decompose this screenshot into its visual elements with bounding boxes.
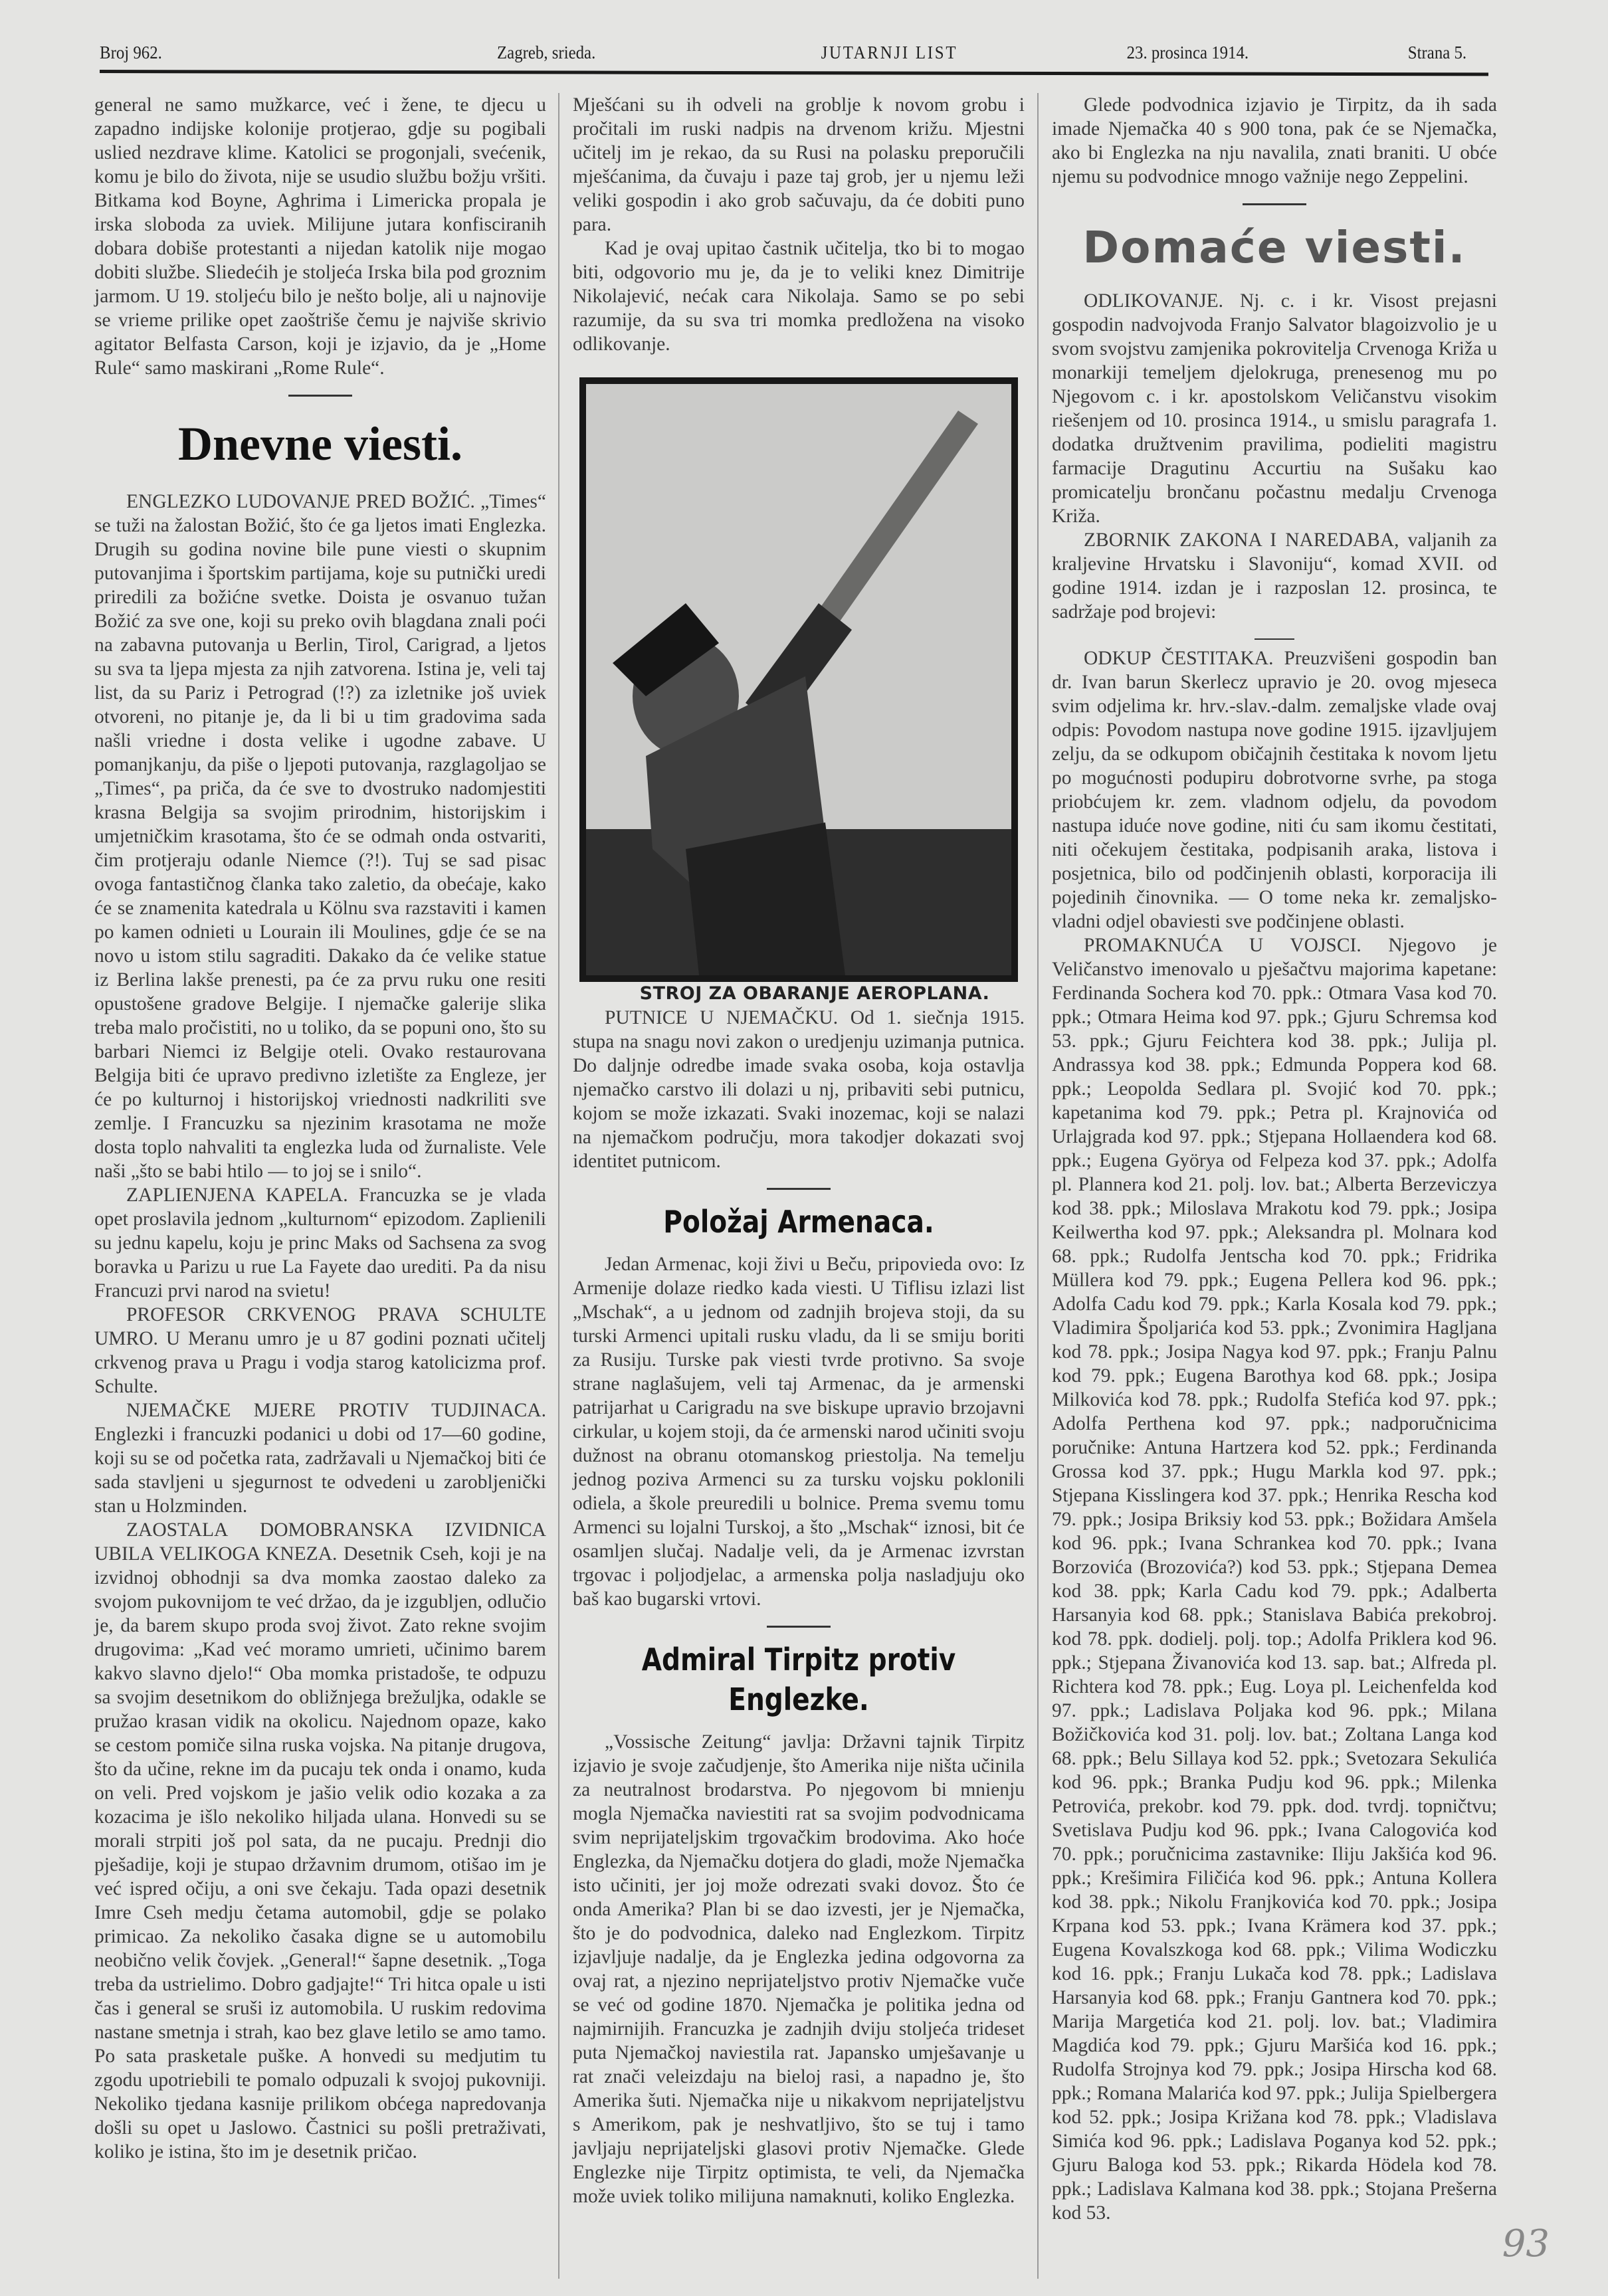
- separator: [1243, 203, 1306, 205]
- news-item-putnice: PUTNICE U NJEMAČKU. Od 1. siečnja 1915. stupa na snagu novi zakon o uredjenju uzimanja putnica. Do daljnje odredbe imade svaka osoba, koja ostavlja njemačko carstvo ili dolazi u nj, pribaviti sebi putnicu, kojom se može izkazati. Svaki inozemac, koji se nalazi na njemačkom području, mora takodjer dokazati svoj identitet putnicom.: [573, 1007, 1025, 1172]
- separator: [288, 395, 352, 397]
- masthead-rule: [100, 70, 1488, 76]
- news-item-promaknuca: PROMAKNUĆA U VOJSCI. Njegovo je Veličanstvo imenovalo u pješačtvu majorima kapetane: Ferdinanda Sochera kod 70. ppk.: Otmara Vasa kod 70. ppk.; Otmara Heima kod 97. ppk.; Gjuru Schremsa kod 53. ppk.; Gjuru Feichtera kod 38. ppk.; Julija pl. Andrassya kod 38. ppk.; Edmunda Poppera kod 68. ppk.; Leopolda Sedlara pl. Svojić kod 70. ppk.; kapetanima kod 79. ppk.; Petra pl. Krajnovića od Urlajgrada kod 97. ppk.; Stjepana Hollaendera kod 68. ppk.; Eugena Györya od Felpeza kod 37. ppk.; Adolfa pl. Plannera kod 21. polj. lov. bat.; Alberta Berzeviczya kod 38. ppk.; Miloslava Mrakotu kod 79. ppk.; Josipa Keilwertha kod 97. ppk.; Aleksandra pl. Molnara kod 68. ppk.; Rudolfa Jentscha kod 70. ppk.; Fridrika Müllera kod 79. ppk.; Eugena Pellera kod 96. ppk.; Adolfa Cadu kod 79. ppk.; Karla Kosala kod 79. ppk.; Vladimira Špoljarića kod 53. ppk.; Zvonimira Hagljana kod 78. ppk.; Josipa Nagya kod 97. ppk.; Franju Palnu kod 79. ppk.; Eugena Barothya kod 68. ppk.; Josipa Milkovića kod 78. ppk.; Rudolfa Stefića kod 97. ppk.; Adolfa Perthena kod 97. ppk.; nadporučnicima poručnike: Antuna Hartzera kod 52. ppk.; Ferdinanda Grossa kod 37. ppk.; Hugu Markla kod 97. ppk.; Stjepana Kisslingera kod 37. ppk.; Henrika Rescha kod 79. ppk.; Josipa Briksiy kod 53. ppk.; Božidara Amšela kod 96. ppk.; Ivana Schrankea kod 70. ppk.; Ivana Borzovića (Brozovića?) kod 53. ppk.; Stjepana Demea kod 38. ppk; Karla Cadu kod 79. ppk.; Adalberta Harsanyia kod 68. ppk.; Stanislava Babića prekobroj. kod 78. ppk. dodielj. polj. top.; Adolfa Priklera kod 96. ppk.; Stjepana Živanovića kod 13. sap. bat.; Alfreda pl. Richtera kod 78. ppk.; Eug. Loya pl. Leichenfelda kod 97. ppk.; Ladislava Poljaka kod 96. ppk.; Milana Božičkovića kod 31. polj. lov. bat.; Zoltana Langa kod 68. ppk.; Belu Sillaya kod 52. ppk.; Svetozara Sekulića kod 96. ppk.; Branka Pudju kod 96. ppk.; Milenka Petrovića, prekobr. kod 79. ppk. dod. tvrdj. topničtvu; Svetislava Pudju kod 96. ppk.; Ivana Calogovića kod 70. ppk.; poručnicima zastavnike: Iliju Jakšića kod 96. ppk.; Krešimira Filičića kod 96. ppk.; Antuna Kollera kod 38. ppk.; Nikolu Franjkovića kod 70. ppk.; Josipa Krpana kod 53. ppk.; Ivana Krämera kod 37. ppk.; Eugena Kovalszkoga kod 68. ppk.; Vilima Wodiczku kod 16. ppk.; Franju Lukača kod 78. ppk.; Ladislava Harsanyia kod 68. ppk.; Franju Gantnera kod 70. ppk.; Marija Margetića kod 21. polj. lov. bat.; Vladimira Magdića kod 79. ppk.; Gjuru Maršića kod 16. ppk.; Rudolfa Strojnya kod 79. ppk.; Josipa Hirscha kod 68. ppk.; Romana Malarića kod 97. ppk.; Julija Spielbergera kod 52. ppk.; Josipa Križana kod 78. ppk.; Vladislava Simića kod 96. ppk.; Ladislava Poganya kod 52. ppk.; Gjuru Baloga kod 53. ppk.; Rikarda Hödela kod 78. ppk.; Ladislava Kalmana kod 38. ppk.; Stojana Prešerna kod 53.: [1052, 935, 1497, 2224]
- column-3: [1052, 93, 1497, 2225]
- article-tirpitz: „Vossische Zeitung“ javlja: Državni tajnik Tirpitz izjavio je svoje začudjenje, što Amerika nije ništa učinila za neutralnost brodarstva. Po njegovom bi mnienju mogla Njemačka naviestiti rat sa svojim podvodnicama svim neprijateljskim trgovačkim brodovima. Ako hoće Englezka, da Njemačku dotjera do gladi, može Njemačka isto učiniti, jer joj može odrezati svaki dovoz. Što će onda Amerika? Plan bi se dao izvesti, jer je Njemačka, što je do podvodnica, daleko nad Englezkom. Tirpitz izjavljuje nadalje, da je Englezka jedina odgovorna za ovaj rat, a njezino neprijateljstvo protiv Njemačke vuče se već od godine 1870. Njemačka je politika jedna od najmirnijih. Francuzka je zadnjih dviju stoljeća trideset puta Njemačkoj naviestila rat. Japansko umješavanje u rat znači veleizdaju na bieloj rasi, a napadno je, što Amerika šuti. Njemačka nije u nikakvom neprijateljstvu s Amerikom, pak je neshvatljivo, što se tuj i tamo javljaju neprijateljski glasovi protiv Njemačke. Glede Englezke nije Tirpitz optimista, te veli, da Njemačka može uviek toliko milijuna namaknuti, koliko Englezka.: [573, 1731, 1025, 2207]
- soldier-with-gun-illustration: [586, 384, 1011, 975]
- article-continuation: general ne samo mužkarce, već i žene, te djecu u zapadno indijske kolonije protjerao, gdje su pogibali uslied nezdrave klime. Katolici se progonjali, svećenik, komu je bilo do života, nije se usudio službu božju vršiti. Bitkama kod Boyne, Aghrima i Limericka propala je irska sloboda za uviek. Milijune jutara konfisciranih dobara dobiše protestanti a nijedan katolik nije mogao dobiti službe. Sliedećih je stoljeća Irska bila pod groznim jarmom. U 19. stoljeću bilo je nešto bolje, ali u najnovije se vrieme prilike opet zaoštriše čemu je najviše skrivio agitator Belfasta Carson, koji je izjavio, da je „Home Rule“ samo maskirani „Rome Rule“.: [94, 94, 546, 379]
- column-rule-1: [558, 93, 559, 2279]
- separator: [1255, 638, 1294, 640]
- newspaper-title: JUTARNJI LIST: [821, 43, 958, 62]
- masthead: [100, 40, 1467, 66]
- news-item: ZAOSTALA DOMOBRANSKA IZVIDNICA UBILA VELIKOGA KNEZA. Desetnik Cseh, koji je na izvidnoj obhodnji sa dva momka zaostao daleko za svojom pukovnijom te već držao, da je izgubljen, odlučio je, da barem skupo proda svoj život. Zato rekne svojim drugovima: „Kad već moramo umrieti, učinimo barem kakvo slavno djelo!“ Oba momka pristadoše, te odpuzu sa svojim desetnikom do obližnjega brežuljka, odakle se pružao krasan vidik na okolicu. Najednom opaze, kako se cestom pomiče silna ruska vojska. Na pitanje drugova, što da učine, rekne im da pucaju tek onda i onamo, kuda on veli. Pred vojskom je jašio velik odio kozaka a za kozacima je išlo nekoliko hiljada ulana. Honvedi su se morali strpiti još pol sata, da ne pucaju. Prednji dio pješadije, koji je stupao državnim drumom, otišao im je već ispred očiju, a oni sve čekaju. Tada opazi desetnik Imre Cseh medju četama automobil, gdje se polako primicao. Za nekoliko časaka digne se u automobilu neobično velik čovjek. „General!“ šapne desetnik. „Toga treba da ustrielimo. Dobro gadjajte!“ Tri hitca opale u isti čas i general se sruši iz automobila. U ruskim redovima nastane smetnja i strah, kao bez glave letilo se amo tamo. Po sata prasketale puške. A honvedi su medjutim tu zgodu upotriebili te pomalo odpuzali k svojoj pukovniji. Nekoliko tjedana kasnije prilikom obćega napredovanja došli su opet u Jaslowo. Častnici su pošli pretraživati, koliko je istina, što im je desetnik pričao.: [94, 1519, 546, 2162]
- place-day: Zagreb, srieda.: [497, 43, 596, 62]
- news-item: PROFESOR CRKVENOG PRAVA SCHULTE UMRO. U Meranu umro je u 87 godini poznati učitelj crkvenog prava u Pragu i vodja starog katolicizma prof. Schulte.: [94, 1304, 546, 1397]
- photo-anti-aircraft-gun: [579, 377, 1018, 982]
- section-title-tirpitz: Admiral Tirpitz protiv Englezke.: [641, 1642, 956, 1717]
- issue-date: 23. prosinca 1914.: [1126, 43, 1249, 62]
- section-title-armenci: Položaj Armenaca.: [663, 1204, 934, 1240]
- column-1: [94, 93, 546, 2164]
- section-title-domace-viesti: Domaće viesti.: [1082, 222, 1466, 273]
- article-continuation: Mješćani su ih odveli na groblje k novom grobu i pročitali im ruski nadpis na drvenom križu. Mjestni učitelj im je rekao, da su Rusi na polasku preporučili mješćanima, da čuvaju i paze taj grob, jer u njemu leži veliki gospodin i ako grob sačuvaju, da će dobiti puno para.: [573, 94, 1025, 235]
- column-2: [573, 93, 1025, 2208]
- issue-number: Broj 962.: [100, 43, 162, 62]
- news-item-odkup: ODKUP ČESTITAKA. Preuzvišeni gospodin ban dr. Ivan barun Skerlecz upravio je 20. ovog mjeseca svim odjelima kr. hrv.-slav.-dalm. zemaljske vlade ovaj odpis: Povodom nastupa nove godine 1915. ijzavljujem zelju, da se odkupom običajnih čestitaka k novom ljetu po mogućnosti podupiru dobrotvorne svrhe, pa stoga priobćujem kr. zem. vladnom odjelu, da povodom nastupa iduće nove godine, niti ću sam ikomu čestitati, niti očekujem čestitaka, podpisanih araka, listova i posjetnica, bilo od podčinjenih oblasti, korporacija ili pojedinih činovnika. — O tome neka kr. zemaljsko-vladni odjel obaviesti sve podčinjene oblasti.: [1052, 648, 1497, 932]
- photo-caption: STROJ ZA OBARANJE AEROPLANA.: [639, 983, 990, 1004]
- article-continuation-paragraph: Kad je ovaj upitao častnik učitelja, tko bi to mogao biti, odgovorio mu je, da je to veliki knez Dimitrije Nikolajević, nećak cara Nikolaja. Samo se po sebi razumije, da su sva tri momka predložena na visoko odlikovanje.: [573, 238, 1025, 355]
- handwritten-folio-mark: 93: [1502, 2222, 1550, 2265]
- news-item: ENGLEZKO LUDOVANJE PRED BOŽIĆ. „Times“ se tuži na žalostan Božić, što će ga ljetos imati Englezka. Drugih su godina novine bile pune viesti o skupnim putovanjima i športskim partijama, koje su putnički uredi priredili za božićne svetke. Doista je osvanuo tužan Božić za sve one, koji su preko ovih blagdana znali poći na zabavna putovanja u Berlin, Tirol, Carigrad, a ljetos su sva ta ljepa mjesta za njih zatvorena. Istina je, veli taj list, da su Pariz i Petrograd (!?) za izletnike još uviek otvoreni, no pitanje je, da li bi u tim gradovima sada našli vriedne i dosta velike i ugodne zabave. U pomanjkanju, da piše o ljepoti putovanja, razglagoljao se „Times“, pa priča, da će sve to dvostruko nadomjestiti krasna Belgija sa svojim prirodnim, historijskim i umjetničkim krasotama, što će se odmah onda ostvariti, čim protjeraju odanle Niemce (?!). Tuj se sad pisac ovoga fantastičnog članka tako zaletio, da obećaje, kako će se znamenita katedrala u Kölnu sva razstaviti i kamen po kamen odnieti u Lourain ili Moulines, gdje će se na novo u istom stilu sagraditi. Dakako da će velike statue iz Berlina lakše prenesti, pa će za prvu ruku one resiti opustošene gradove Belgije. I njemačke galerije slika treba malo pročistiti, no u toliko, da se popuni ono, što su barbari Niemci iz Belgije oteli. Ovako restaurovana Belgija biti će upravo predivno izletište za Engleze, jer će po kulturnoj i historijskoj vriednosti nadkriliti sve zemlje. I Francuzku sa njezinim krasotama ne može dosta toplo nahvaliti ta englezka luda od žurnaliste. Vele naši „što se babi htilo — to joj se i snilo“.: [94, 491, 546, 1182]
- page-number: Strana 5.: [1407, 43, 1467, 62]
- column-rule-2: [1037, 93, 1039, 2279]
- separator: [767, 1188, 831, 1190]
- article-armenci: Jedan Armenac, koji živi u Beču, pripovieda ovo: Iz Armenije dolaze riedko kada viesti. U Tiflisu izlazi list „Mschak“, a u jednom od zadnjih brojeva stoji, da su turski Armenci upitali rusku vladu, da li se smiju boriti za Rusiju. Turske pak viesti tvrde protivno. Sa svoje strane naglašujem, veli taj Armenac, da je armenski patrijarhat u Carigradu na sve biskupe upravio brzojavni cirkular, u kojem stoji, da će armenski narod učiniti svoju dužnost na obranu otomanskog priestolja. Na temelju jednog poziva Armenci su za tursku vojsku poklonili odiela, a škole preuredili u bolnice. Prema svemu tomu Armenci su lojalni Turskoj, a što „Mschak“ iznosi, bit će osamljen slučaj. Nadalje veli, da je Armenac izvrstan trgovac i poljodjelac, a armenska polja nasladjuju oko baš kao bugarski vrtovi.: [573, 1254, 1025, 1610]
- article-tirpitz-end: Glede podvodnica izjavio je Tirpitz, da ih sada imade Njemačka 40 s 900 tona, pak će se Njemačka, ako bi Englezka na nju navalila, znati braniti. U obće njemu su podvodnice mnogo važnije nego Zeppelini.: [1052, 94, 1497, 187]
- news-item-odlikovanje: ODLIKOVANJE. Nj. c. i kr. Visost prejasni gospodin nadvojvoda Franjo Salvator blagoizvolio je u svom svojstvu zamjenika pokrovitelja Crvenoga Križa u monarkiji temeljem djelokruga, prenesenog mu po Njegovom c. i kr. apostolskom Veličanstvu visokim riešenjem od 10. prosinca 1914., u smislu paragrafa 1. dodatka družtvenim pravilima, podieliti magistru farmacije Dragutinu Accurtiu na Sušaku kao promicatelju brončanu počastnu medalju Crvenoga Križa.: [1052, 290, 1497, 527]
- news-item: ZAPLIENJENA KAPELA. Francuzka se je vlada opet proslavila jednom „kulturnom“ epizodom. Zaplienili su jednu kapelu, koju je princ Maks od Sachsena za svog boravka u Parizu u rue La Fayete dao urediti. Pa da nisu Francuzi prvi narod na svietu!: [94, 1185, 546, 1301]
- separator: [767, 1626, 831, 1628]
- section-title-dnevne-viesti: Dnevne viesti.: [178, 417, 462, 470]
- news-item-zbornik: ZBORNIK ZAKONA I NAREDABA, valjanih za kraljevine Hrvatsku i Slavoniju“, komad XVII. od godine 1914. izdan je i razposlan 12. prosinca, te sadržaje pod brojevi:: [1052, 529, 1497, 622]
- news-item: NJEMAČKE MJERE PROTIV TUDJINACA. Englezki i francuzki podanici u dobi od 17—60 godine, koji su se od početka rata, zadržavali u Njemačkoj biti će sada stavljeni u sjegurnost te odvedeni u zarobljenički stan u Holzminden.: [94, 1400, 546, 1517]
